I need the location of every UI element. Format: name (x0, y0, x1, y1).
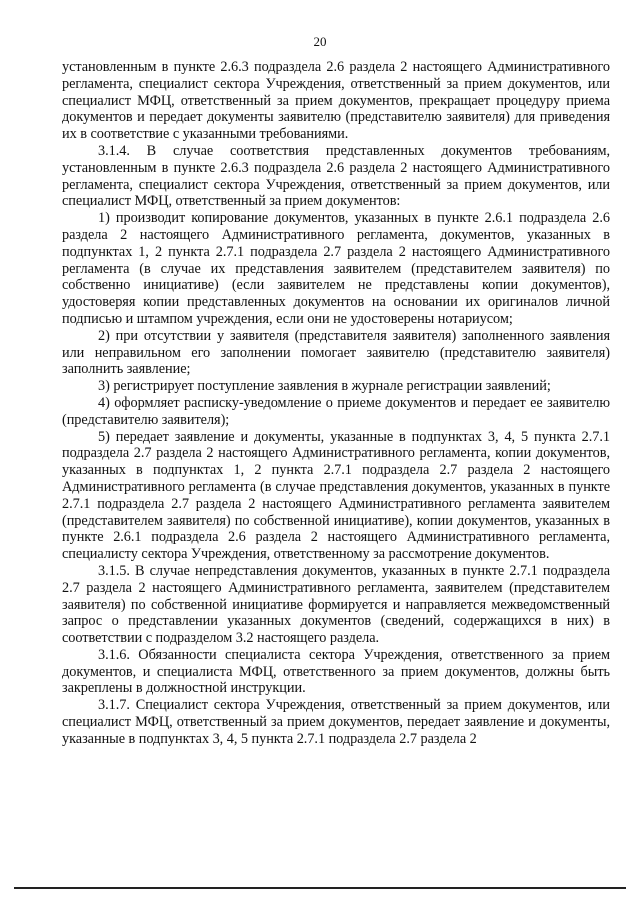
paragraph-3-1-6: 3.1.6. Обязанности специалиста сектора Учреждения, ответственного за прием документов, и специалиста МФЦ, ответственного за прием документов, должны быть закреплены в должностной инструкции. (62, 646, 610, 697)
page-bottom-rule (14, 887, 626, 889)
document-body (62, 59, 610, 748)
paragraph-3-1-7: 3.1.7. Специалист сектора Учреждения, ответственный за прием документов, или специалист МФЦ, ответственный за прием документов, передает заявление и документы, указанные в подпунктах 3, 4, 5 пункта 2.7.1 подраздела 2.7 раздела 2 (62, 697, 610, 747)
list-item-1: 1) производит копирование документов, указанных в пункте 2.6.1 подраздела 2.6 раздела 2 настоящего Административного регламента, документов, указанных в подпунктах 1, 2 пункта 2.7.1 подраздела 2.7 раздела 2 настоящего Административного регламента (в случае их представления заявителем (представителем заявителя) по собственно инициативе) (если заявителем не представлены копии документов), удостоверяя копии представленных документов на основании их оригиналов личной подписью и штампом учреждения, если они не удостоверены нотариусом; (62, 210, 610, 327)
list-item-5: 5) передает заявление и документы, указанные в подпунктах 3, 4, 5 пункта 2.7.1 подраздела 2.7 раздела 2 настоящего Административного регламента, копии документов, указанных в подпунктах 1, 2 пункта 2.7.1 подраздела 2.7 раздела 2 настоящего Административного регламента (в случае представления документов, указанных в пункте 2.7.1 подраздела 2.7 раздела 2 настоящего Административного регламента заявителем (представителем заявителя) по собственной инициативе), копии документов, указанных в пункте 2.6.1 подраздела 2.6 раздела 2 настоящего Административного регламента, специалисту сектора Учреждения, ответственному за рассмотрение документов. (62, 428, 610, 563)
page-number: 20 (313, 34, 327, 49)
list-item-3: 3) регистрирует поступление заявления в журнале регистрации заявлений; (98, 378, 551, 395)
paragraph-3-1-4: 3.1.4. В случае соответствия представленных документов требованиям, установленным в пункте 2.6.3 подраздела 2.6 раздела 2 настоящего Административного регламента, специалист сектора Учреждения, ответственный за прием документов, или специалист МФЦ, ответственный за прием документов: (62, 142, 610, 210)
list-item-2: 2) при отсутствии у заявителя (представителя заявителя) заполненного заявления или неправильном его заполнении помогает заявителю (представителю заявителя) заполнить заявление; (62, 327, 610, 378)
paragraph-continuation: установленным в пункте 2.6.3 подраздела 2.6 раздела 2 настоящего Административного регламента, специалист сектора Учреждения, ответственный за прием документов, или специалист МФЦ, ответственный за прием документов, прекращает процедуру приема документов и передает документы заявителю (представителю заявителя) для приведения их в соответствие с указанными требованиями. (62, 59, 610, 143)
list-item-4: 4) оформляет расписку-уведомление о приеме документов и передает ее заявителю (представителю заявителя); (62, 394, 610, 428)
paragraph-3-1-5: 3.1.5. В случае непредставления документов, указанных в пункте 2.7.1 подраздела 2.7 раздела 2 настоящего Административного регламента, заявителем (представителем заявителя) по собственной инициативе формируется и направляется межведомственный запрос о представлении указанных документов (сведений, содержащихся в них) в соответствии с подразделом 3.2 настоящего раздела. (62, 562, 610, 647)
